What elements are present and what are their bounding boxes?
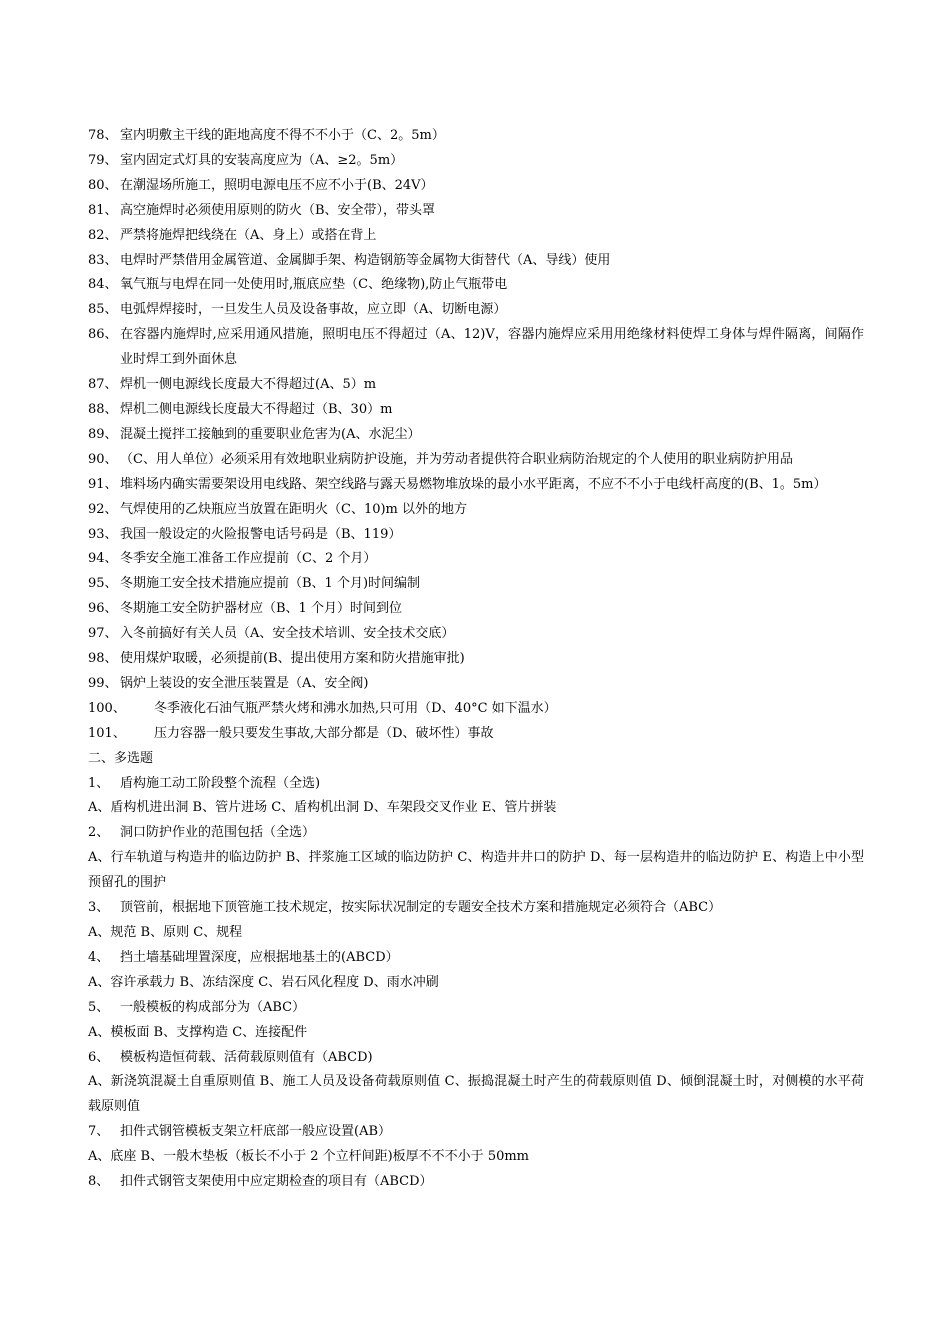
multi-options-7: A、底座 B、一般木垫板（板长不小于 2 个立杆间距)板厚不不不小于 50mm <box>88 1149 530 1165</box>
question-number: 85、 <box>88 302 118 318</box>
question-text: 顶管前，根据地下顶管施工技术规定，按实际状况制定的专题安全技术方案和措施规定必须符合（ABC） <box>120 900 722 916</box>
question-text: 洞口防护作业的范围包括（全选） <box>120 825 316 841</box>
question-text: 盾构施工动工阶段整个流程（全选) <box>120 775 321 791</box>
question-number: 84、 <box>88 277 118 293</box>
multi-question-8 <box>88 1170 864 1195</box>
question-text: 氧气瓶与电焊在同一处使用时,瓶底应垫（C、绝缘物),防止气瓶带电 <box>120 277 508 293</box>
question-text: 一般模板的构成部分为（ABC） <box>120 999 306 1015</box>
question-text: 我国一般设定的火险报警电话号码是（B、119） <box>120 526 402 542</box>
question-number: 93、 <box>88 526 118 542</box>
question-85 <box>88 298 864 323</box>
question-99 <box>88 672 864 697</box>
question-text: 冬季安全施工准备工作应提前（C、2 个月） <box>120 551 377 567</box>
question-92 <box>88 498 864 523</box>
question-text: 冬期施工安全防护器材应（B、1 个月）时间到位 <box>120 601 402 617</box>
question-number: 5、 <box>88 999 110 1015</box>
question-number: 87、 <box>88 377 118 393</box>
question-number: 97、 <box>88 626 118 642</box>
question-number: 90、 <box>88 451 118 467</box>
question-text: 室内固定式灯具的安装高度应为（A、≥2。5m） <box>120 152 404 168</box>
multi-options-6: A、新浇筑混凝土自重原则值 B、施工人员及设备荷载原则值 C、振捣混凝土时产生的荷载原则值 D、倾倒混凝土时，对侧模的水平荷载原则值 <box>88 1074 864 1115</box>
question-text: 在潮湿场所施工，照明电源电压不应不小于(B、24V） <box>120 177 434 193</box>
multi-question-7 <box>88 1120 864 1145</box>
multi-question-1 <box>88 772 864 797</box>
question-number: 86、 <box>88 327 118 343</box>
question-88 <box>88 398 864 423</box>
question-number: 7、 <box>88 1124 110 1140</box>
document-body <box>88 124 864 1195</box>
multi-options-1: A、盾构机进出洞 B、管片进场 C、盾构机出洞 D、车架段交叉作业 E、管片拼装 <box>88 800 557 816</box>
question-94 <box>88 547 864 572</box>
question-text: 扣件式钢管模板支架立杆底部一般应设置(AB） <box>120 1124 392 1140</box>
question-text: 高空施焊时必须使用原则的防火（B、安全带），带头罩 <box>120 202 436 218</box>
question-number: 98、 <box>88 651 118 667</box>
question-text: 在容器内施焊时,应采用通风措施，照明电压不得超过（A、12)V，容器内施焊应采用用绝缘材料使焊工身体与焊件隔离，间隔作业时焊工到外面休息 <box>120 327 864 368</box>
question-number: 99、 <box>88 675 118 691</box>
question-number: 100、 <box>88 700 126 716</box>
question-text: 焊机二侧电源线长度最大不得超过（B、30）m <box>120 401 393 417</box>
question-number: 95、 <box>88 576 118 592</box>
question-text: 焊机一侧电源线长度最大不得超过(A、5）m <box>120 377 377 393</box>
question-text: 气焊使用的乙炔瓶应当放置在距明火（C、10)m 以外的地方 <box>120 501 468 517</box>
question-number: 92、 <box>88 501 118 517</box>
question-100 <box>88 697 864 722</box>
question-number: 2、 <box>88 825 110 841</box>
question-87 <box>88 373 864 398</box>
question-text: 使用煤炉取暖，必须提前(B、提出使用方案和防火措施审批) <box>120 651 465 667</box>
question-82 <box>88 224 864 249</box>
question-text: 冬季液化石油气瓶严禁火烤和沸水加热,只可用（D、40°C 如下温水） <box>154 700 557 716</box>
question-text: 入冬前搞好有关人员（A、安全技术培训、安全技术交底） <box>120 626 455 642</box>
question-91 <box>88 473 864 498</box>
question-text: 堆料场内确实需要架设用电线路、架空线路与露天易燃物堆放垛的最小水平距离，不应不不小于电线杆高度的(B、1。5m） <box>120 476 827 492</box>
section-title: 二、多选题 <box>88 750 154 766</box>
question-81 <box>88 199 864 224</box>
question-number: 81、 <box>88 202 118 218</box>
question-number: 3、 <box>88 900 110 916</box>
multi-options-3: A、规范 B、原则 C、规程 <box>88 925 243 940</box>
question-90 <box>88 448 864 473</box>
question-number: 4、 <box>88 949 110 965</box>
question-101 <box>88 722 864 747</box>
question-number: 1、 <box>88 775 110 791</box>
question-text: （C、用人单位）必须采用有效地职业病防护设施，并为劳动者提供符合职业病防治规定的个人使用的职业病防护用品 <box>120 451 793 467</box>
question-number: 101、 <box>88 725 126 741</box>
question-text: 电弧焊焊接时，一旦发生人员及设备事故，应立即（A、切断电源） <box>120 302 507 318</box>
multi-question-6 <box>88 1046 864 1071</box>
question-number: 88、 <box>88 401 118 417</box>
question-79 <box>88 149 864 174</box>
question-text: 室内明敷主干线的距地高度不得不不小于（C、2。5m） <box>120 128 445 143</box>
question-text: 电焊时严禁借用金属管道、金属脚手架、构造钢筋等金属物大街替代（A、导线）使用 <box>120 252 611 268</box>
question-number: 94、 <box>88 551 118 567</box>
question-number: 96、 <box>88 601 118 617</box>
question-number: 91、 <box>88 476 118 492</box>
question-95 <box>88 572 864 597</box>
question-text: 模板构造恒荷载、活荷载原则值有（ABCD) <box>120 1049 373 1065</box>
question-number: 82、 <box>88 227 118 243</box>
question-number: 89、 <box>88 426 118 442</box>
question-96 <box>88 597 864 622</box>
multi-question-3 <box>88 896 864 921</box>
question-number: 78、 <box>88 128 118 143</box>
question-86 <box>88 323 864 373</box>
question-83 <box>88 249 864 274</box>
question-80 <box>88 174 864 199</box>
multi-options-4: A、容许承载力 B、冻结深度 C、岩石风化程度 D、雨水冲刷 <box>88 974 439 990</box>
multi-options-5: A、模板面 B、支撑构造 C、连接配件 <box>88 1024 308 1040</box>
question-number: 79、 <box>88 152 118 168</box>
question-97 <box>88 622 864 647</box>
multi-question-5 <box>88 996 864 1021</box>
question-text: 挡土墙基础埋置深度，应根据地基土的(ABCD） <box>120 949 399 965</box>
multi-options-2: A、行车轨道与构造井的临边防护 B、拌浆施工区域的临边防护 C、构造井井口的防护 D、每一层构造井的临边防护 E、构造上中小型预留孔的围护 <box>88 850 864 891</box>
question-84 <box>88 273 864 298</box>
question-number: 6、 <box>88 1049 110 1065</box>
question-78 <box>88 124 864 149</box>
question-number: 80、 <box>88 177 118 193</box>
question-text: 扣件式钢管支架使用中应定期检查的项目有（ABCD） <box>120 1174 433 1190</box>
multi-question-2 <box>88 821 864 846</box>
question-number: 83、 <box>88 252 118 268</box>
question-text: 冬期施工安全技术措施应提前（B、1 个月)时间编制 <box>120 576 421 592</box>
question-number: 8、 <box>88 1174 110 1190</box>
question-text: 压力容器一般只要发生事故,大部分都是（D、破坏性）事故 <box>154 725 494 741</box>
question-text: 混凝土搅拌工接触到的重要职业危害为(A、水泥尘） <box>120 426 421 442</box>
question-98 <box>88 647 864 672</box>
question-text: 严禁将施焊把线绕在（A、身上）或搭在背上 <box>120 227 377 243</box>
question-89 <box>88 423 864 448</box>
question-93 <box>88 523 864 548</box>
multi-question-4 <box>88 946 864 971</box>
question-text: 锅炉上装设的安全泄压装置是（A、安全阀) <box>120 675 369 691</box>
